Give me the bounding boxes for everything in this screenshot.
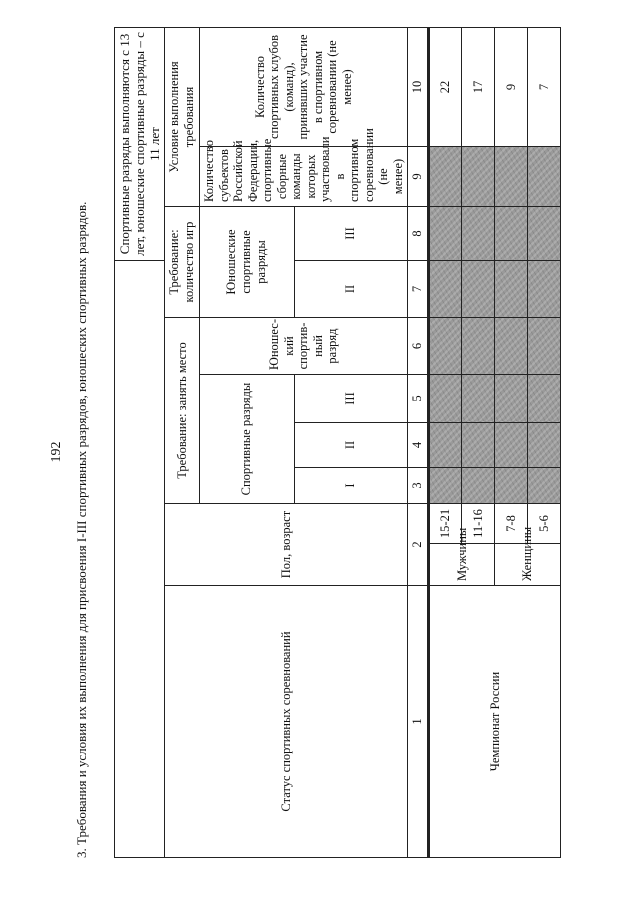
place-cell: 7-8	[495, 504, 528, 544]
header-row-1	[165, 27, 200, 857]
header-col-I: I	[294, 468, 407, 504]
shaded-cell	[528, 318, 561, 375]
caption-row	[115, 27, 165, 857]
shaded-cell	[429, 318, 462, 375]
header-sport-ranks: Спортивные разряды	[200, 375, 295, 504]
shaded-cell	[462, 375, 495, 423]
shaded-cell	[495, 207, 528, 261]
clubs-cell: 9	[495, 27, 528, 146]
col-number: 1	[408, 586, 429, 858]
shaded-cell	[462, 318, 495, 375]
header-youth-rank: Юношес-кий спортив-ный разряд	[200, 318, 408, 375]
shaded-cell	[528, 468, 561, 504]
col-number: 5	[408, 375, 429, 423]
shaded-cell	[495, 375, 528, 423]
shaded-cell	[495, 423, 528, 468]
shaded-cell	[528, 261, 561, 318]
col-number: 3	[408, 468, 429, 504]
shaded-cell	[528, 423, 561, 468]
header-req-place: Требование: занять место	[165, 318, 200, 504]
place-cell: 5-6	[528, 504, 561, 544]
shaded-cell	[528, 207, 561, 261]
header-status: Статус спортивных соревнований	[165, 586, 408, 858]
shaded-cell	[429, 468, 462, 504]
header-gender-age: Пол, возраст	[165, 504, 408, 586]
shaded-cell	[528, 147, 561, 207]
men-cell: Мужчины	[429, 544, 495, 586]
page-number: 192	[49, 441, 64, 463]
header-req-games: Требование: количество игр	[165, 207, 200, 318]
shaded-cell	[462, 147, 495, 207]
table-row	[429, 27, 462, 857]
col-number: 9	[408, 147, 429, 207]
requirements-table	[114, 27, 561, 858]
shaded-cell	[429, 207, 462, 261]
section-heading: 3. Требования и условия их выполнения для присвоения I-III спортивных разрядов, юношеских спортивных разрядов.	[74, 201, 89, 858]
clubs-cell: 22	[429, 27, 462, 146]
col-number: 10	[408, 27, 429, 146]
col-number: 8	[408, 207, 429, 261]
col-number: 7	[408, 261, 429, 318]
header-col-III: III	[294, 375, 407, 423]
shaded-cell	[495, 318, 528, 375]
header-col-II: II	[294, 423, 407, 468]
shaded-cell	[462, 261, 495, 318]
header-games-II: II	[294, 261, 407, 318]
clubs-cell: 17	[462, 27, 495, 146]
table-caption: Спортивные разряды выполняются с 13 лет, юношеские спортивные разряды – с 11 лет	[115, 27, 165, 260]
header-games-III: III	[294, 207, 407, 261]
col-number: 4	[408, 423, 429, 468]
shaded-cell	[429, 375, 462, 423]
shaded-cell	[528, 375, 561, 423]
women-cell: Женщины	[495, 544, 561, 586]
shaded-cell	[495, 468, 528, 504]
place-cell: 15-21	[429, 504, 462, 544]
shaded-cell	[429, 147, 462, 207]
rotated-page-content	[74, 28, 640, 858]
header-youth-ranks: Юношеские спортивные разряды	[200, 207, 295, 318]
header-clubs: Количество спортивных клубов (команд), принявших участие в спортивном соревновании (не менее)	[200, 27, 408, 146]
shaded-cell	[429, 261, 462, 318]
col-number: 6	[408, 318, 429, 375]
clubs-cell: 7	[528, 27, 561, 146]
competition-cell: Чемпионат России	[429, 586, 561, 858]
place-cell: 11-16	[462, 504, 495, 544]
shaded-cell	[429, 423, 462, 468]
shaded-cell	[462, 207, 495, 261]
col-number: 2	[408, 504, 429, 586]
header-condition: Условие выполнения требования	[165, 27, 200, 206]
column-number-row	[408, 27, 429, 857]
shaded-cell	[495, 147, 528, 207]
shaded-cell	[495, 261, 528, 318]
shaded-cell	[462, 468, 495, 504]
header-subjects: Количество субъектов Российской Федерации, спортивные сборные команды которых участвовали в спортивном соревновании (не менее)	[200, 147, 408, 207]
shaded-cell	[462, 423, 495, 468]
